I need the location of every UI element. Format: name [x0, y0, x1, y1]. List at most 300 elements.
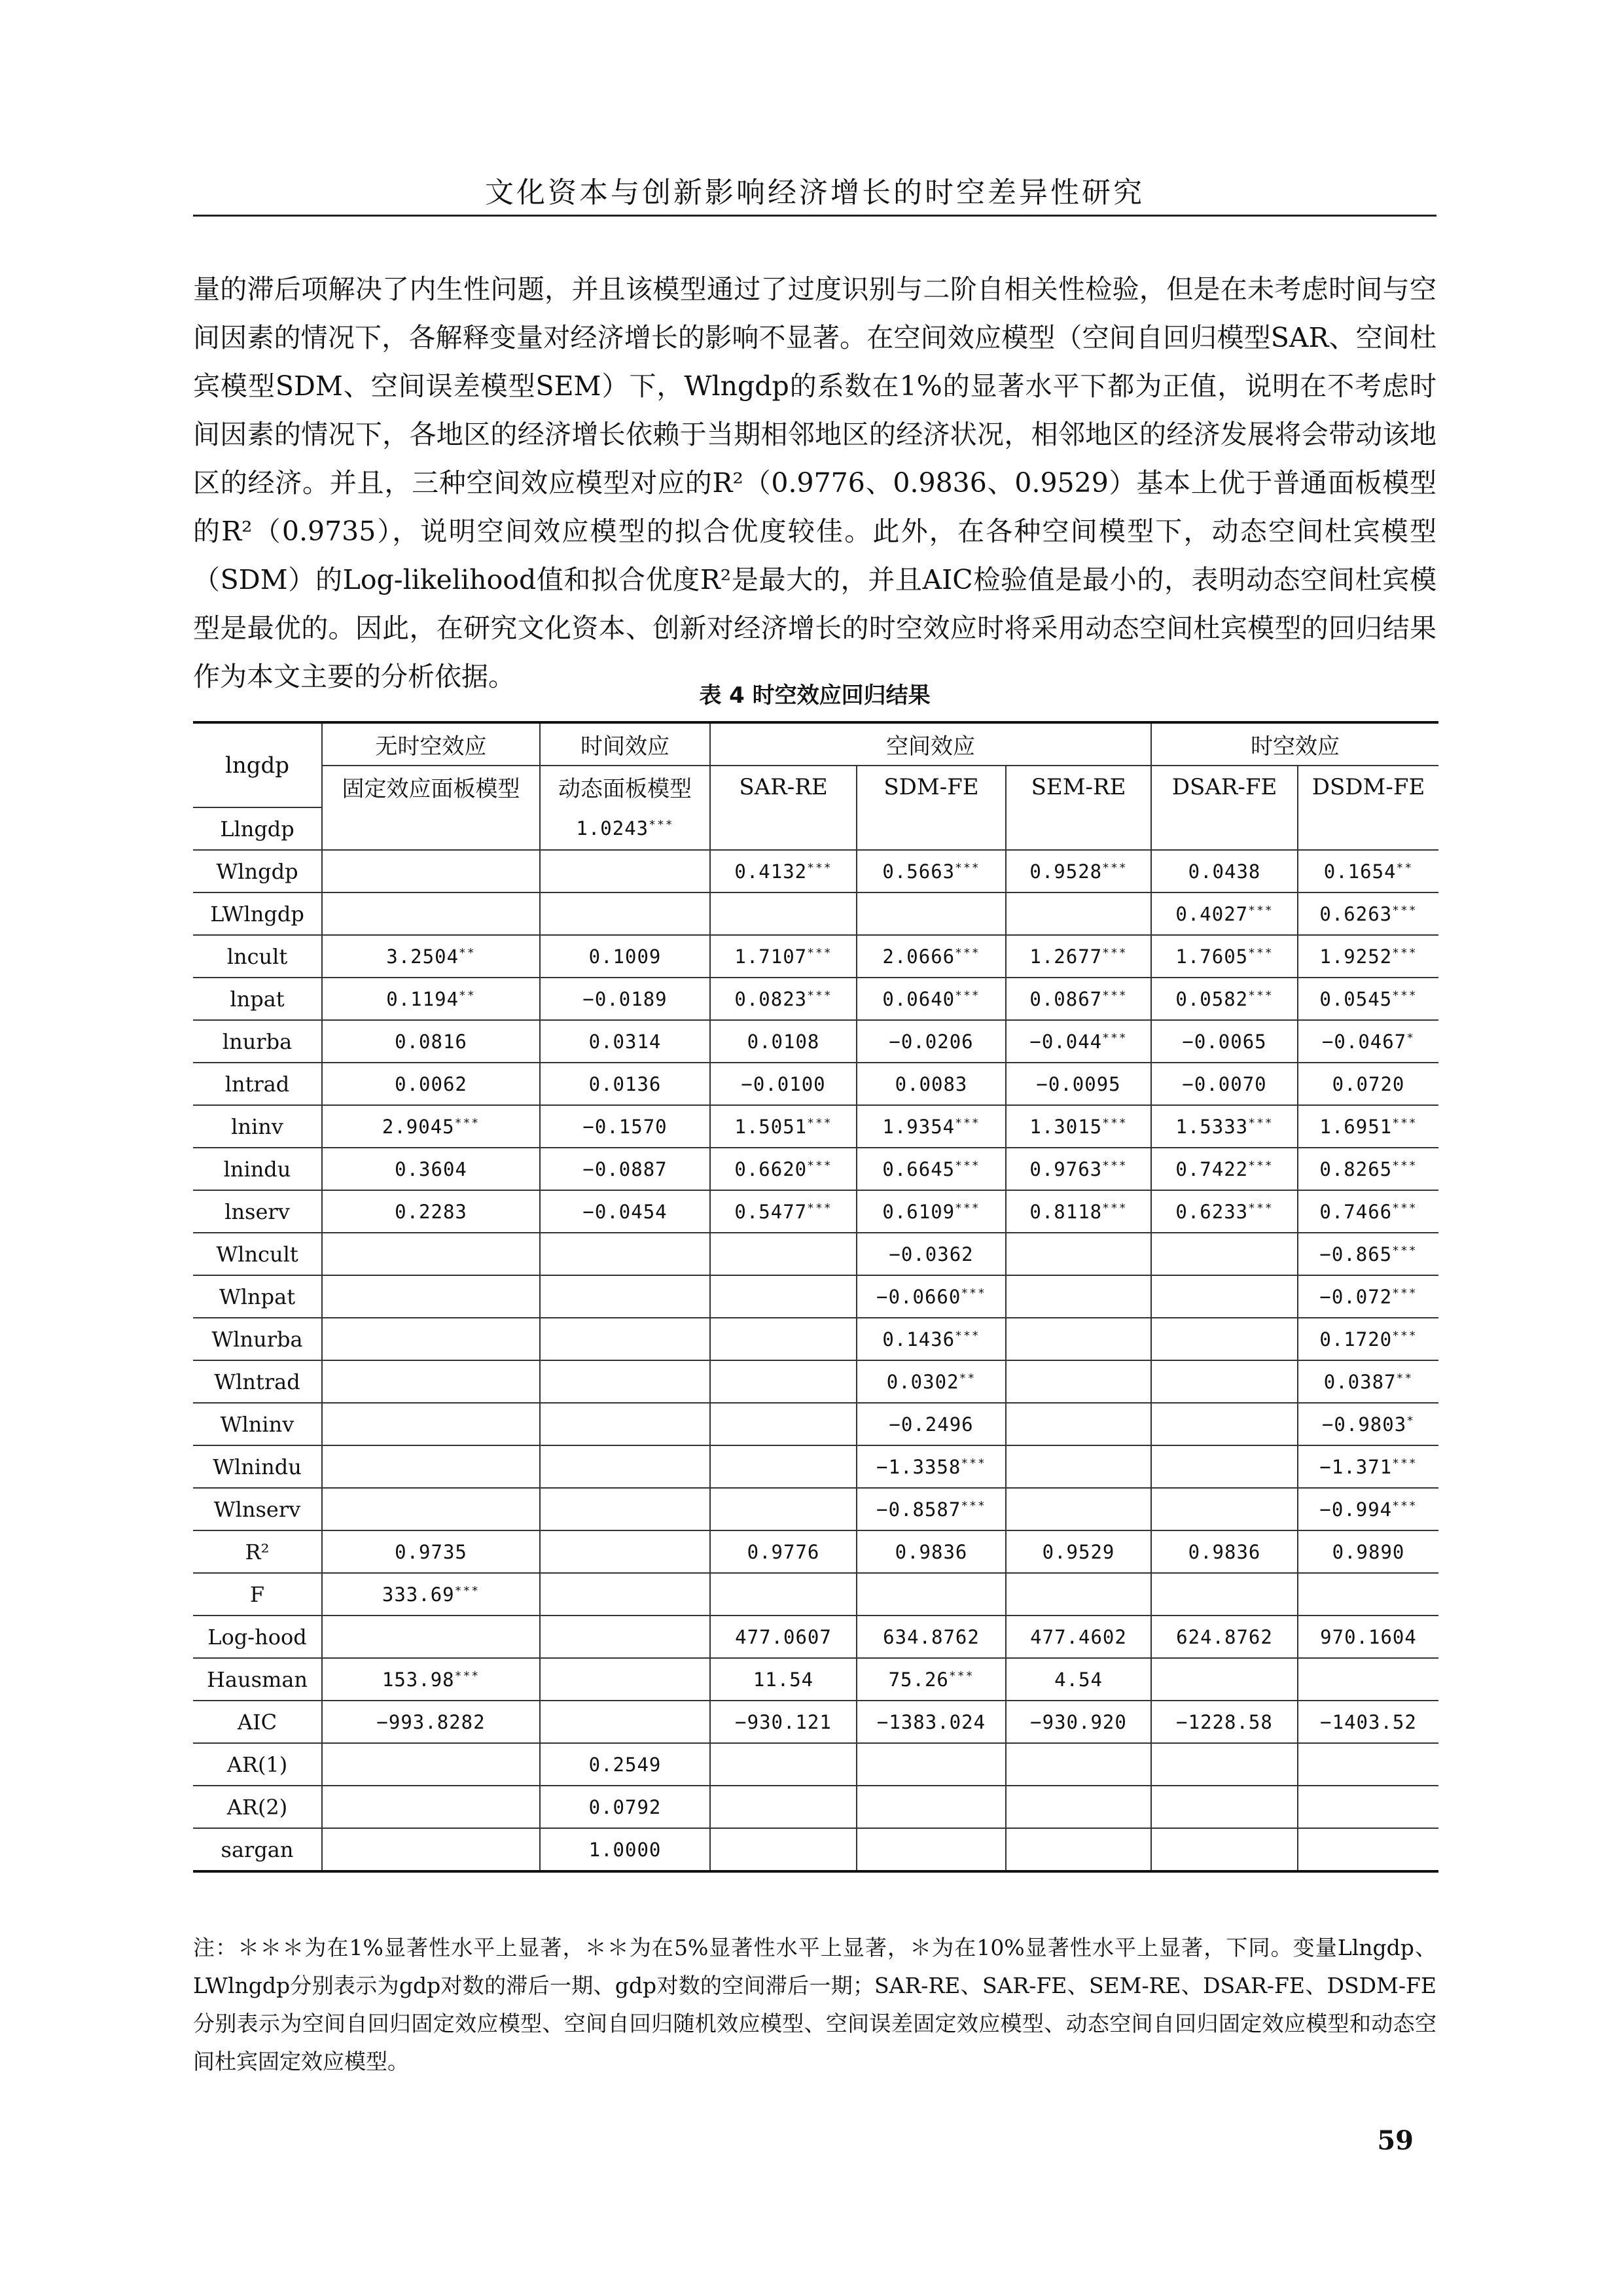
table-caption: 表 4 时空效应回归结果	[699, 682, 931, 709]
cell-value: −1383.024	[876, 1710, 986, 1733]
table-cell	[540, 935, 710, 978]
table-cell	[1151, 1403, 1298, 1445]
table-cell	[1006, 1573, 1151, 1616]
table-cell	[322, 1318, 540, 1360]
cell-value: −930.920	[1030, 1710, 1127, 1733]
table-cell	[1151, 1105, 1298, 1148]
table-cell	[857, 1573, 1006, 1616]
table-row	[193, 1658, 1438, 1701]
table-row	[193, 978, 1438, 1020]
table-cell	[857, 1488, 1006, 1530]
model-header: SAR-RE	[710, 766, 857, 807]
table-cell	[857, 978, 1006, 1020]
table-cell	[1298, 1488, 1438, 1530]
table-cell	[710, 1360, 857, 1403]
table-cell	[1151, 1488, 1298, 1530]
table-cell	[710, 892, 857, 935]
table-cell	[710, 1445, 857, 1488]
cell-value: −0.1570	[582, 1115, 668, 1138]
table-cell	[540, 1616, 710, 1658]
table-cell	[1298, 1786, 1438, 1828]
significance-stars: ***	[1102, 860, 1128, 875]
significance-stars: ***	[1392, 1116, 1418, 1130]
significance-stars: ***	[1392, 1498, 1418, 1513]
cell-value: −1403.52	[1320, 1710, 1417, 1733]
significance-stars: **	[459, 988, 476, 1002]
model-header: SDM-FE	[857, 766, 1006, 807]
table-cell	[1006, 1786, 1151, 1828]
table-cell	[540, 892, 710, 935]
table-cell	[540, 850, 710, 892]
significance-stars: ***	[1392, 1286, 1418, 1300]
significance-stars: ***	[454, 1583, 480, 1598]
cell-value: 0.8265	[1319, 1157, 1393, 1180]
table-cell	[1151, 1020, 1298, 1063]
table-cell	[540, 1573, 710, 1616]
cell-value: 0.6233	[1175, 1200, 1249, 1223]
row-label: AIC	[193, 1701, 322, 1743]
row-label: Wlntrad	[193, 1360, 322, 1403]
table-corner-label: lngdp	[193, 722, 322, 807]
cell-value: 0.0083	[895, 1072, 968, 1095]
significance-stars: ***	[955, 1328, 980, 1343]
table-row	[193, 1275, 1438, 1318]
cell-value: 970.1604	[1320, 1625, 1417, 1648]
significance-stars: ***	[807, 1116, 832, 1130]
table-cell	[540, 1701, 710, 1743]
table-cell	[322, 1701, 540, 1743]
cell-value: 1.2677	[1029, 945, 1103, 968]
significance-stars: *	[1406, 1031, 1416, 1045]
row-label: lntrad	[193, 1063, 322, 1105]
table-cell	[1151, 892, 1298, 935]
cell-value: 1.3015	[1029, 1115, 1103, 1138]
cell-value: 75.26	[888, 1668, 949, 1691]
significance-stars: ***	[807, 988, 832, 1002]
table-cell	[1151, 935, 1298, 978]
table-cell	[1298, 1743, 1438, 1786]
table-cell	[322, 1020, 540, 1063]
significance-stars: **	[959, 1371, 976, 1385]
cell-value: 1.0000	[588, 1838, 662, 1861]
cell-value: 0.5663	[882, 860, 955, 883]
table-row	[193, 1105, 1438, 1148]
significance-stars: *	[1406, 1413, 1416, 1428]
cell-value: −1.3358	[876, 1455, 961, 1478]
table-cell	[1298, 1530, 1438, 1573]
cell-value: −993.8282	[376, 1710, 486, 1733]
table-cell	[710, 1403, 857, 1445]
table-cell	[540, 1488, 710, 1530]
cell-value: 1.5333	[1175, 1115, 1249, 1138]
cell-value: −0.072	[1319, 1285, 1393, 1308]
table-cell	[1151, 1233, 1298, 1275]
table-row	[193, 935, 1438, 978]
table-cell	[322, 1445, 540, 1488]
significance-stars: ***	[1102, 1201, 1128, 1215]
table-cell	[1006, 1701, 1151, 1743]
cell-value: 0.4132	[734, 860, 808, 883]
row-label: Wlncult	[193, 1233, 322, 1275]
table-model-header-row	[193, 766, 1438, 807]
table-footnote: 注：＊＊＊为在1%显著性水平上显著，＊＊为在5%显著性水平上显著，＊为在10%显著性水平上显著，下同。变量Llngdp、LWlngdp分别表示为gdp对数的滞后一期、gdp对数的空间滞后一期；SAR-RE、SAR-FE、SEM-RE、DSAR-FE、DSDM-FE分别表示为空间自回归固定效应模型、空间自回归随机效应模型、空间误差固定效应模型、动态空间自回归固定效应模型和动态空间杜宾固定效应模型。	[193, 1935, 1436, 2074]
table-cell	[710, 1488, 857, 1530]
table-cell	[1298, 807, 1438, 850]
significance-stars: ***	[1392, 1243, 1418, 1258]
table-cell	[1006, 1360, 1151, 1403]
table-cell	[710, 1148, 857, 1190]
cell-value: −0.0467	[1321, 1030, 1407, 1053]
group-no-effect: 无时空效应	[322, 722, 540, 766]
cell-value: −0.865	[1319, 1243, 1393, 1265]
cell-value: −0.0095	[1036, 1072, 1121, 1095]
row-label: Wlnserv	[193, 1488, 322, 1530]
cell-value: −0.0070	[1182, 1072, 1267, 1095]
table-cell	[710, 935, 857, 978]
significance-stars: ***	[1248, 988, 1274, 1002]
significance-stars: ***	[955, 860, 980, 875]
table-row	[193, 1828, 1438, 1871]
table-cell	[540, 1318, 710, 1360]
table-cell	[710, 1063, 857, 1105]
cell-value: 0.3604	[395, 1157, 467, 1180]
cell-value: 0.9890	[1332, 1540, 1405, 1563]
table-cell	[1151, 1360, 1298, 1403]
significance-stars: ***	[1248, 1158, 1274, 1173]
table-row	[193, 1786, 1438, 1828]
table-cell	[1298, 1701, 1438, 1743]
table-cell	[857, 1701, 1006, 1743]
table-cell	[540, 1190, 710, 1233]
row-label: R²	[193, 1530, 322, 1573]
cell-value: −0.0454	[582, 1200, 668, 1223]
table-row	[193, 1318, 1438, 1360]
cell-value: 1.9252	[1319, 945, 1393, 968]
cell-value: 0.5477	[734, 1200, 808, 1223]
table-cell	[1006, 935, 1151, 978]
table-cell	[857, 1616, 1006, 1658]
table-cell	[710, 807, 857, 850]
cell-value: 0.9836	[895, 1540, 968, 1563]
table-cell	[710, 1573, 857, 1616]
regression-results-table	[193, 721, 1438, 1873]
cell-value: 0.0792	[588, 1795, 662, 1818]
significance-stars: ***	[807, 1158, 832, 1173]
cell-value: −0.2496	[889, 1413, 974, 1436]
table-cell	[540, 978, 710, 1020]
table-cell	[1298, 935, 1438, 978]
table-cell	[1006, 807, 1151, 850]
cell-value: 0.0314	[588, 1030, 662, 1053]
cell-value: 0.6109	[882, 1200, 955, 1223]
cell-value: 0.9763	[1029, 1157, 1103, 1180]
table-cell	[1151, 1658, 1298, 1701]
cell-value: 634.8762	[883, 1625, 980, 1648]
table-cell	[857, 1233, 1006, 1275]
table-cell	[857, 1020, 1006, 1063]
table-cell	[322, 1148, 540, 1190]
table-cell	[322, 1063, 540, 1105]
table-cell	[322, 1786, 540, 1828]
table-cell	[1151, 1275, 1298, 1318]
table-cell	[857, 1828, 1006, 1871]
row-label: Hausman	[193, 1658, 322, 1701]
row-label: LWlngdp	[193, 892, 322, 935]
table-cell	[1006, 978, 1151, 1020]
row-label: Wlngdp	[193, 850, 322, 892]
row-label: lnindu	[193, 1148, 322, 1190]
significance-stars: ***	[807, 860, 832, 875]
row-label: lnserv	[193, 1190, 322, 1233]
table-cell	[857, 807, 1006, 850]
table-cell	[1151, 1828, 1298, 1871]
table-cell	[1006, 1743, 1151, 1786]
cell-value: 0.0136	[588, 1072, 662, 1095]
table-cell	[322, 1360, 540, 1403]
table-cell	[1298, 978, 1438, 1020]
table-cell	[857, 1063, 1006, 1105]
cell-value: 0.0108	[747, 1030, 820, 1053]
table-cell	[857, 1403, 1006, 1445]
table-row	[193, 1233, 1438, 1275]
cell-value: 624.8762	[1176, 1625, 1273, 1648]
table-cell	[1298, 1403, 1438, 1445]
table-body	[193, 807, 1438, 1871]
table-cell	[1006, 1020, 1151, 1063]
significance-stars: ***	[1248, 1201, 1274, 1215]
table-cell	[710, 1530, 857, 1573]
significance-stars: ***	[955, 945, 980, 960]
significance-stars: ***	[454, 1116, 480, 1130]
cell-value: 0.6620	[734, 1157, 808, 1180]
group-time-effect: 时间效应	[540, 722, 710, 766]
table-cell	[857, 1318, 1006, 1360]
cell-value: 0.0867	[1029, 987, 1103, 1010]
cell-value: 3.2504	[386, 945, 459, 968]
table-row	[193, 1701, 1438, 1743]
significance-stars: ***	[1102, 1158, 1128, 1173]
row-label: sargan	[193, 1828, 322, 1871]
table-cell	[540, 1020, 710, 1063]
significance-stars: ***	[1248, 1116, 1274, 1130]
cell-value: 0.0720	[1332, 1072, 1405, 1095]
table-cell	[710, 1786, 857, 1828]
significance-stars: ***	[955, 1201, 980, 1215]
table-cell	[710, 1743, 857, 1786]
table-cell	[540, 1786, 710, 1828]
significance-stars: ***	[961, 1456, 986, 1470]
table-cell	[540, 1148, 710, 1190]
table-cell	[710, 1020, 857, 1063]
cell-value: 0.7466	[1319, 1200, 1393, 1223]
cell-value: 1.5051	[734, 1115, 808, 1138]
significance-stars: ***	[1392, 988, 1418, 1002]
group-spacetime-effect: 时空效应	[1151, 722, 1438, 766]
table-cell	[857, 1105, 1006, 1148]
table-cell	[1298, 1828, 1438, 1871]
table-cell	[1006, 1063, 1151, 1105]
table-cell	[1298, 850, 1438, 892]
significance-stars: ***	[807, 945, 832, 960]
table-group-header-row	[193, 722, 1438, 766]
cell-value: −930.121	[735, 1710, 832, 1733]
cell-value: 0.9735	[395, 1540, 467, 1563]
table-cell	[1006, 1828, 1151, 1871]
row-label: AR(1)	[193, 1743, 322, 1786]
significance-stars: ***	[1392, 1201, 1418, 1215]
cell-value: 0.0438	[1188, 860, 1261, 883]
table-cell	[1006, 1190, 1151, 1233]
table-cell	[1151, 850, 1298, 892]
table-cell	[1298, 1020, 1438, 1063]
table-cell	[322, 1743, 540, 1786]
table-cell	[1006, 1403, 1151, 1445]
table-row	[193, 1148, 1438, 1190]
cell-value: −0.044	[1029, 1030, 1103, 1053]
significance-stars: ***	[948, 1669, 974, 1683]
significance-stars: ***	[807, 1201, 832, 1215]
row-label: lncult	[193, 935, 322, 978]
table-cell	[540, 1063, 710, 1105]
cell-value: 0.2549	[588, 1753, 662, 1776]
cell-value: 0.0302	[886, 1370, 959, 1393]
table-cell	[322, 1658, 540, 1701]
cell-value: 0.0816	[395, 1030, 467, 1053]
cell-value: 0.0582	[1175, 987, 1249, 1010]
cell-value: 0.0545	[1319, 987, 1393, 1010]
significance-stars: ***	[1392, 1158, 1418, 1173]
table-cell	[857, 935, 1006, 978]
table-cell	[540, 1403, 710, 1445]
table-cell	[1006, 1275, 1151, 1318]
table-cell	[1151, 1573, 1298, 1616]
row-label: lnurba	[193, 1020, 322, 1063]
cell-value: 0.7422	[1175, 1157, 1249, 1180]
page-number: 59	[1377, 2125, 1414, 2156]
cell-value: 11.54	[753, 1668, 814, 1691]
table-cell	[1298, 1360, 1438, 1403]
group-space-effect: 空间效应	[710, 722, 1151, 766]
significance-stars: ***	[1102, 1031, 1128, 1045]
table-cell	[710, 1828, 857, 1871]
cell-value: 1.9354	[882, 1115, 955, 1138]
model-header: 动态面板模型	[540, 766, 710, 807]
table-cell	[1298, 1445, 1438, 1488]
cell-value: 333.69	[382, 1583, 455, 1606]
table-cell	[857, 850, 1006, 892]
cell-value: 0.2283	[395, 1200, 467, 1223]
table-cell	[1006, 1148, 1151, 1190]
table-row	[193, 1403, 1438, 1445]
table-row	[193, 1573, 1438, 1616]
significance-stars: **	[1396, 1371, 1414, 1385]
model-header: 固定效应面板模型	[322, 766, 540, 807]
significance-stars: ***	[961, 1498, 986, 1513]
table-cell	[710, 1318, 857, 1360]
table-cell	[710, 1190, 857, 1233]
table-cell	[322, 850, 540, 892]
table-cell	[857, 1743, 1006, 1786]
cell-value: −0.994	[1319, 1498, 1393, 1521]
table-cell	[1151, 1786, 1298, 1828]
significance-stars: ***	[955, 1158, 980, 1173]
table-cell	[322, 1403, 540, 1445]
cell-value: −0.0887	[582, 1157, 668, 1180]
significance-stars: ***	[955, 1116, 980, 1130]
table-cell	[710, 1701, 857, 1743]
table-cell	[540, 1105, 710, 1148]
table-cell	[1298, 1063, 1438, 1105]
model-header: DSDM-FE	[1298, 766, 1438, 807]
table-cell	[1151, 1190, 1298, 1233]
significance-stars: ***	[1248, 903, 1274, 917]
row-label: Llngdp	[193, 807, 322, 850]
table-cell	[710, 978, 857, 1020]
row-label: Wlninv	[193, 1403, 322, 1445]
table-cell	[1151, 1701, 1298, 1743]
table-cell	[1006, 850, 1151, 892]
cell-value: 0.6263	[1319, 902, 1393, 925]
cell-value: −1228.58	[1176, 1710, 1273, 1733]
cell-value: 1.6951	[1319, 1115, 1393, 1138]
cell-value: 0.9528	[1029, 860, 1103, 883]
significance-stars: ***	[1248, 945, 1274, 960]
table-cell	[1298, 1275, 1438, 1318]
row-label: lnpat	[193, 978, 322, 1020]
cell-value: 477.0607	[735, 1625, 832, 1648]
cell-value: 0.0387	[1323, 1370, 1397, 1393]
table-cell	[710, 1105, 857, 1148]
model-header: SEM-RE	[1006, 766, 1151, 807]
table-cell	[540, 1445, 710, 1488]
cell-value: 0.6645	[882, 1157, 955, 1180]
table-cell	[1151, 1063, 1298, 1105]
table-cell	[540, 1233, 710, 1275]
cell-value: 0.0062	[395, 1072, 467, 1095]
row-label: Wlnindu	[193, 1445, 322, 1488]
table-cell	[322, 1530, 540, 1573]
cell-value: 0.9836	[1188, 1540, 1261, 1563]
table-cell	[322, 1488, 540, 1530]
significance-stars: ***	[1392, 903, 1418, 917]
table-cell	[1151, 1743, 1298, 1786]
table-row	[193, 1743, 1438, 1786]
cell-value: 0.0640	[882, 987, 955, 1010]
table-cell	[1151, 1318, 1298, 1360]
table-cell	[322, 892, 540, 935]
table-row	[193, 1530, 1438, 1573]
table-cell	[1151, 1148, 1298, 1190]
table-cell	[322, 1616, 540, 1658]
significance-stars: **	[1396, 860, 1414, 875]
table-cell	[1151, 807, 1298, 850]
cell-value: −0.0100	[741, 1072, 826, 1095]
cell-value: −0.8587	[876, 1498, 961, 1521]
row-label: F	[193, 1573, 322, 1616]
significance-stars: ***	[454, 1669, 480, 1683]
cell-value: −0.0189	[582, 987, 668, 1010]
table-cell	[857, 1148, 1006, 1190]
table-cell	[322, 1190, 540, 1233]
cell-value: 1.0243	[576, 817, 649, 839]
cell-value: 1.7107	[734, 945, 808, 968]
table-row	[193, 892, 1438, 935]
cell-value: 0.4027	[1175, 902, 1249, 925]
table-cell	[1006, 1233, 1151, 1275]
table-cell	[322, 1573, 540, 1616]
table-cell	[710, 1616, 857, 1658]
significance-stars: ***	[1102, 945, 1128, 960]
